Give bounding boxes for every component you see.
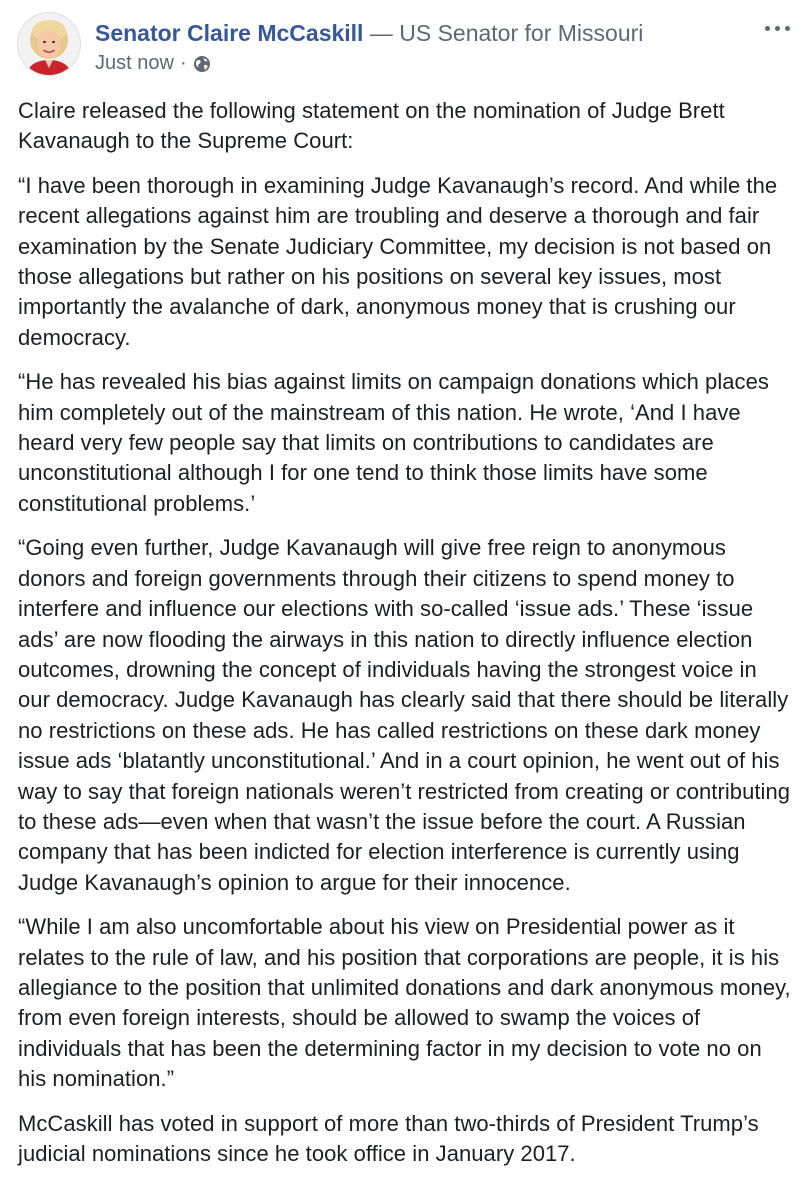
post-body [18, 96, 794, 1183]
post-paragraph-quote-3: “Going even further, Judge Kavanaugh will give free reign to anonymous donors and foreign governments through their citizens to spend money to interfere and influence our elections with so-called ‘issue ads.’ These ‘issue ads’ are now flooding the airways in this nation to directly influence election outcomes, drowning the concept of individuals having the strongest voice in our democracy. Judge Kavanaugh has clearly said that there should be literally no restrictions on these ads. He has called restrictions on these dark money issue ads ‘blatantly unconstitutional.’ And in a court opinion, he went out of his way to say that foreign nationals weren’t restricted from creating or contributing to these ads—even when that wasn’t the issue before the court. A Russian company that has been indicted for election interference is currently using Judge Kavanaugh’s opinion to argue for their innocence. [18, 535, 791, 895]
author-separator: — [363, 20, 400, 46]
post-paragraph-quote-2: “He has revealed his bias against limits on campaign donations which places him completely out of the mainstream of this nation. He wrote, ‘And I have heard very few people say that limits on contributions to candidates are unconstitutional although I for one tend to think those limits have some constitutional problems.’ [18, 369, 769, 516]
more-dot [775, 26, 780, 31]
more-dot [765, 26, 770, 31]
avatar-portrait-image [18, 13, 80, 75]
author-description: US Senator for Missouri [399, 20, 644, 46]
author-line [95, 18, 643, 48]
more-options-icon[interactable] [759, 16, 795, 40]
more-dot [785, 26, 790, 31]
meta-separator: · [179, 52, 187, 74]
post-paragraph-quote-1: “I have been thorough in examining Judge Kavanaugh’s record. And while the recent allegations against him are troubling and deserve a thorough and fair examination by the Senate Judiciary Committee, my decision is not based on those allegations but rather on his positions on several key issues, most importantly the avalanche of dark, anonymous money that is crushing our democracy. [18, 172, 778, 350]
post-paragraph-intro: Claire released the following statement on the nomination of Judge Brett Kavanaugh to the Supreme Court: [18, 98, 725, 154]
post-meta [95, 50, 211, 76]
author-name-link[interactable]: Senator Claire McCaskill [95, 20, 364, 46]
post-paragraph-quote-4: “While I am also uncomfortable about his view on Presidential power as it relates to the rule of law, and his position that corporations are people, it is his allegiance to the position that unlimited donations and dark anonymous money, from even foreign interests, should be allowed to swamp the voices of individuals that has been the determining factor in my decision to vote no on his nomination.” [18, 914, 791, 1092]
author-avatar[interactable] [17, 12, 81, 76]
post-header [17, 12, 791, 84]
post-timestamp[interactable]: Just now [95, 52, 174, 74]
globe-icon[interactable] [193, 54, 211, 72]
post-paragraph-closing: McCaskill has voted in support of more than two-thirds of President Trump’s judicial nominations since he took office in January 2017. [18, 1110, 759, 1166]
